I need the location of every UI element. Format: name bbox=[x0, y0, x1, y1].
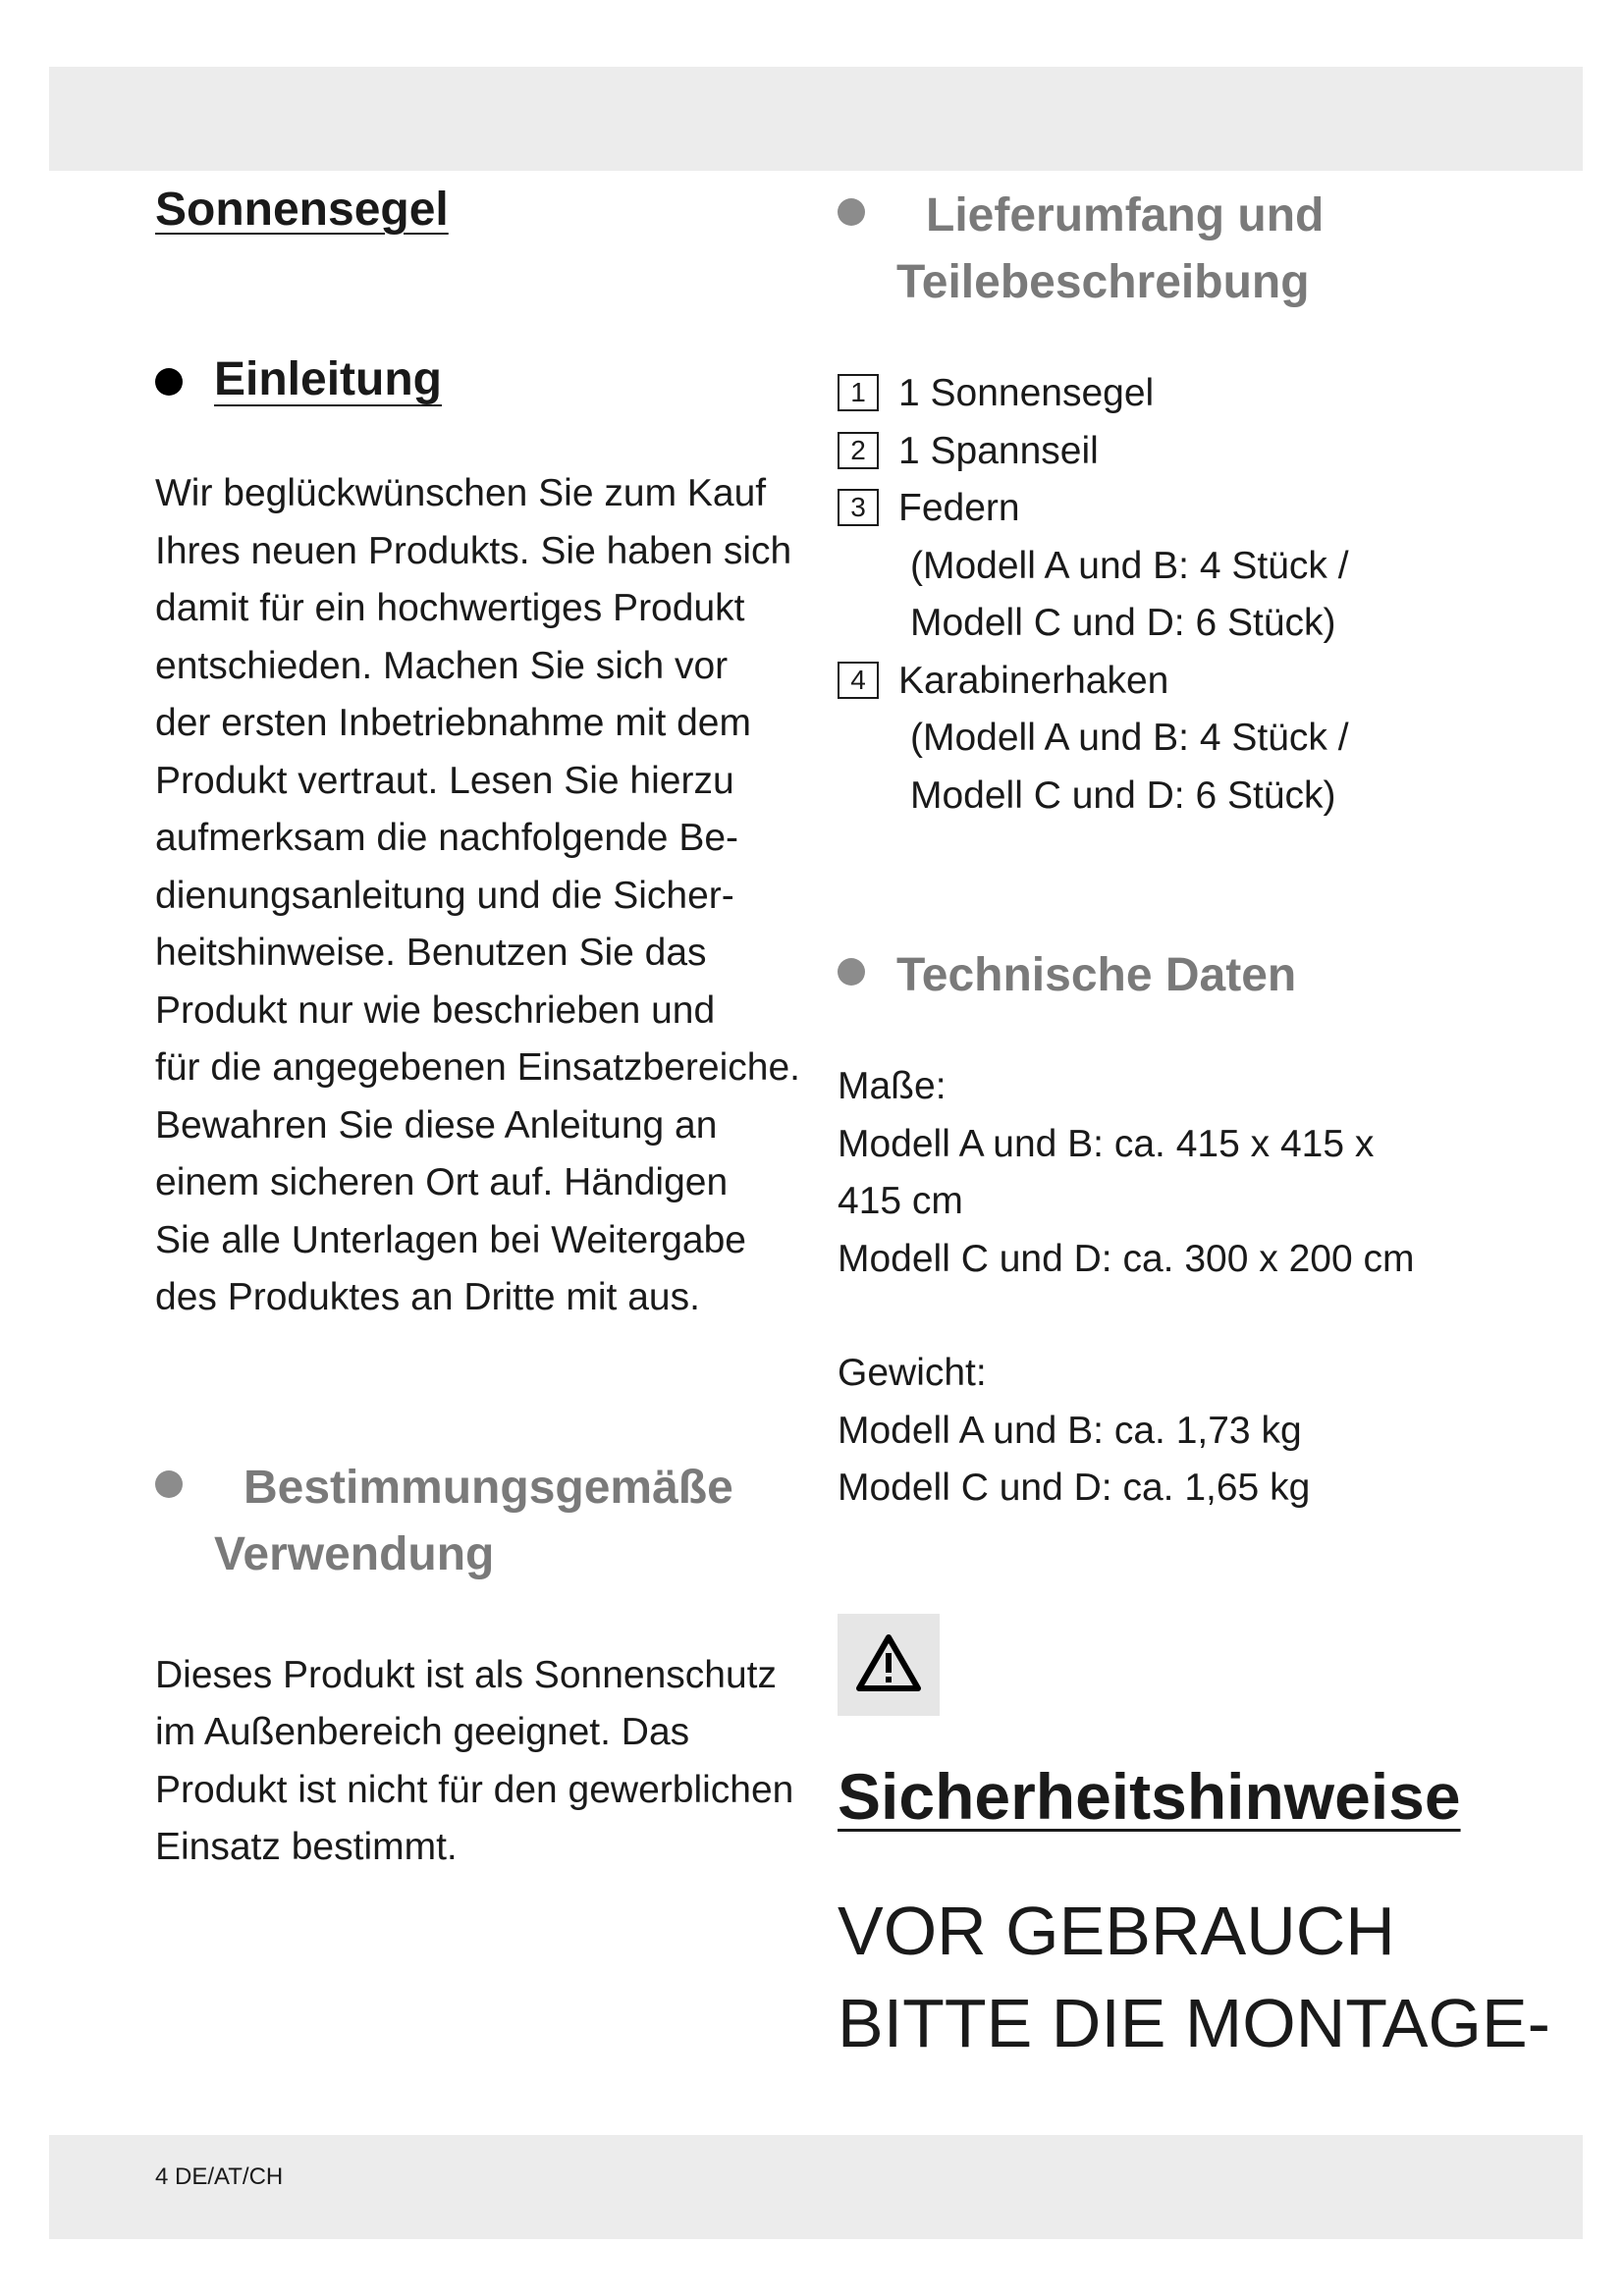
intro-line: Bewahren Sie diese Anleitung an bbox=[155, 1103, 718, 1147]
caps-line: VOR GEBRAUCH bbox=[838, 1892, 1395, 1969]
intro-line: Produkt vertraut. Lesen Sie hierzu bbox=[155, 759, 734, 802]
parts-list bbox=[838, 365, 1525, 825]
list-item bbox=[838, 423, 1525, 481]
intro-line: Ihres neuen Produkts. Sie haben sich bbox=[155, 529, 792, 572]
page-title: Sonnensegel bbox=[155, 184, 449, 236]
weight-line: Modell A und B: ca. 1,73 kg bbox=[838, 1409, 1302, 1452]
weight-block bbox=[838, 1345, 1525, 1518]
intro-line: damit für ein hochwertiges Produkt bbox=[155, 587, 745, 629]
intro-paragraph bbox=[155, 465, 803, 1327]
assembly-caps-text bbox=[838, 1885, 1550, 2069]
part-detail: Modell C und D: 6 Stück) bbox=[910, 602, 1336, 644]
left-column bbox=[155, 183, 803, 1877]
part-label: 1 Sonnensegel bbox=[898, 372, 1155, 414]
part-label: Karabinerhaken bbox=[898, 659, 1169, 702]
tech-data-heading bbox=[838, 942, 1525, 1009]
list-item bbox=[838, 480, 1525, 653]
weight-label: Gewicht: bbox=[838, 1352, 987, 1394]
intro-line: dienungsanleitung und die Sicher- bbox=[155, 874, 734, 917]
part-label: Federn bbox=[898, 487, 1020, 529]
part-number-box: 4 bbox=[838, 662, 879, 699]
dimensions-line: 415 cm bbox=[838, 1180, 963, 1222]
part-label: 1 Spannseil bbox=[898, 429, 1099, 472]
dimensions-line: Modell A und B: ca. 415 x 415 x bbox=[838, 1122, 1375, 1165]
list-item bbox=[838, 653, 1525, 826]
intro-line: Sie alle Unterlagen bei Weitergabe bbox=[155, 1218, 746, 1261]
part-detail: Modell C und D: 6 Stück) bbox=[910, 774, 1336, 817]
intro-heading-text: Einleitung bbox=[214, 353, 442, 405]
list-item bbox=[838, 365, 1525, 423]
tech-data-heading-text: Technische Daten bbox=[896, 949, 1297, 1001]
bullet-icon bbox=[155, 1470, 183, 1498]
page-footer: 4 DE/AT/CH bbox=[155, 2163, 284, 2190]
scope-heading-line: Lieferumfang und bbox=[926, 189, 1325, 241]
warning-triangle-icon bbox=[838, 1614, 940, 1716]
intro-line: Produkt nur wie beschrieben und bbox=[155, 988, 716, 1032]
bullet-icon bbox=[838, 198, 865, 226]
header-band bbox=[49, 67, 1583, 171]
intended-use-heading bbox=[155, 1455, 803, 1588]
bullet-icon bbox=[155, 368, 183, 396]
scope-heading-line: Teilebeschreibung bbox=[896, 256, 1310, 308]
part-detail: (Modell A und B: 4 Stück / bbox=[910, 717, 1349, 759]
use-line: Produkt ist nicht für den gewerblichen bbox=[155, 1768, 794, 1811]
intro-line: aufmerksam die nachfolgende Be- bbox=[155, 817, 739, 859]
weight-line: Modell C und D: ca. 1,65 kg bbox=[838, 1467, 1311, 1509]
dimensions-label: Maße: bbox=[838, 1065, 947, 1107]
dimensions-block bbox=[838, 1058, 1525, 1288]
intended-use-heading-line: Bestimmungsgemäße bbox=[244, 1461, 733, 1514]
part-number-box: 1 bbox=[838, 374, 879, 411]
part-detail: (Modell A und B: 4 Stück / bbox=[910, 544, 1349, 587]
part-number-box: 2 bbox=[838, 432, 879, 469]
intro-line: der ersten Inbetriebnahme mit dem bbox=[155, 702, 751, 744]
intro-line: für die angegebenen Einsatzbereiche. bbox=[155, 1046, 800, 1089]
intro-line: entschieden. Machen Sie sich vor bbox=[155, 644, 729, 687]
intro-heading bbox=[155, 352, 803, 406]
intro-line: des Produktes an Dritte mit aus. bbox=[155, 1276, 700, 1318]
use-line: Dieses Produkt ist als Sonnenschutz bbox=[155, 1653, 777, 1696]
intended-use-paragraph bbox=[155, 1647, 803, 1877]
use-line: im Außenbereich geeignet. Das bbox=[155, 1711, 690, 1753]
intro-line: einem sicheren Ort auf. Händigen bbox=[155, 1161, 729, 1203]
intended-use-heading-line: Verwendung bbox=[214, 1527, 495, 1580]
warning-triangle-glyph bbox=[855, 1633, 922, 1692]
use-line: Einsatz bestimmt. bbox=[155, 1826, 458, 1868]
intro-line: Wir beglückwünschen Sie zum Kauf bbox=[155, 472, 767, 514]
part-number-box: 3 bbox=[838, 489, 879, 526]
intro-line: heitshinweise. Benutzen Sie das bbox=[155, 932, 707, 974]
dimensions-line: Modell C und D: ca. 300 x 200 cm bbox=[838, 1237, 1415, 1280]
safety-title: Sicherheitshinweise bbox=[838, 1759, 1461, 1833]
caps-line: BITTE DIE MONTAGE- bbox=[838, 1984, 1550, 2061]
right-column bbox=[838, 183, 1550, 2069]
bullet-icon bbox=[838, 958, 865, 986]
scope-heading bbox=[838, 183, 1525, 316]
